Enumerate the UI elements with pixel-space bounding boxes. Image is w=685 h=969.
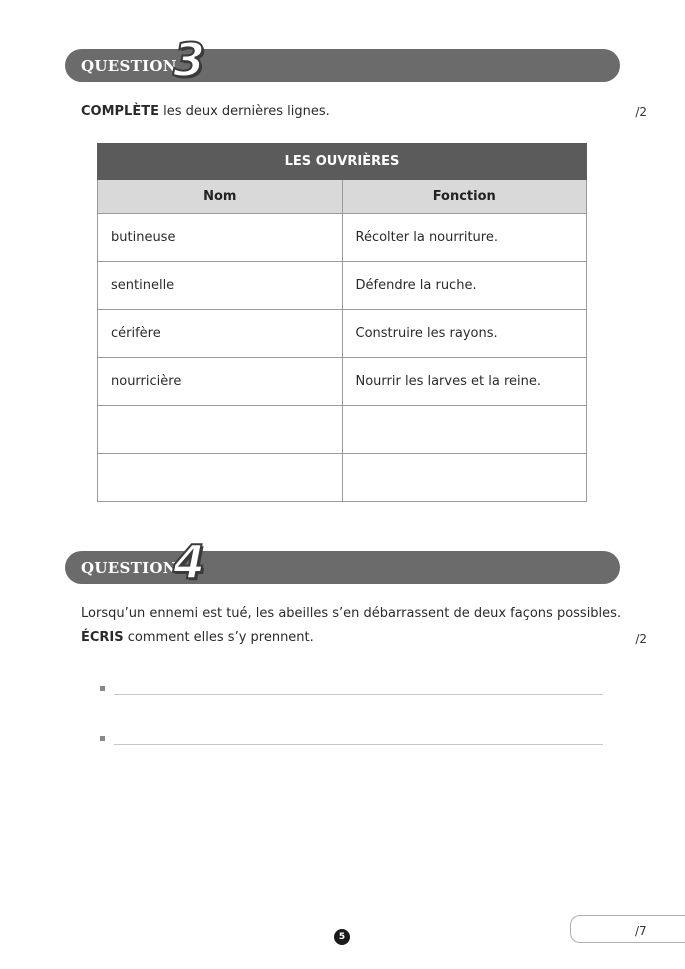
question-4-intro: Lorsqu’un ennemi est tué, les abeilles s’en débarrassent de deux façons possibles. (81, 606, 622, 621)
blank-cell-fonction[interactable] (342, 454, 587, 502)
blank-cell-nom[interactable] (98, 454, 343, 502)
table-row-blank (98, 406, 587, 454)
table-title: LES OUVRIÈRES (98, 144, 587, 180)
column-header-nom: Nom (98, 180, 343, 214)
question-4-label: QUESTION (81, 559, 177, 577)
question-3-instruction-text: les deux dernières lignes. (158, 104, 330, 119)
cell-fonction: Défendre la ruche. (342, 262, 587, 310)
table-row (98, 214, 587, 262)
blank-cell-nom[interactable] (98, 406, 343, 454)
answer-line-1[interactable] (100, 683, 603, 697)
cell-fonction: Récolter la nourriture. (342, 214, 587, 262)
page-number: 5 (334, 929, 350, 945)
question-4-score: /2 (635, 632, 647, 646)
total-score-box (570, 915, 685, 943)
cell-fonction: Nourrir les larves et la reine. (342, 358, 587, 406)
total-score: /7 (635, 924, 647, 938)
question-3-banner (65, 33, 620, 87)
cell-nom: cérifère (98, 310, 343, 358)
answer-underline (114, 744, 603, 745)
table-row (98, 310, 587, 358)
answer-line-2[interactable] (100, 733, 603, 747)
workers-table (97, 143, 587, 502)
question-3-number: 3 (173, 33, 206, 87)
cell-nom: butineuse (98, 214, 343, 262)
cell-nom: sentinelle (98, 262, 343, 310)
column-header-fonction: Fonction (342, 180, 587, 214)
table-row-blank (98, 454, 587, 502)
question-4-instruction (81, 630, 314, 645)
question-4-instruction-verb: ÉCRIS (81, 630, 124, 645)
question-4-number: 4 (173, 535, 206, 589)
question-4-banner (65, 535, 620, 589)
question-3-label: QUESTION (81, 57, 177, 75)
table-row (98, 358, 587, 406)
bullet-square-icon (100, 686, 105, 691)
cell-nom: nourricière (98, 358, 343, 406)
table-row (98, 262, 587, 310)
blank-cell-fonction[interactable] (342, 406, 587, 454)
question-3-instruction-verb: COMPLÈTE (81, 104, 159, 119)
bullet-square-icon (100, 736, 105, 741)
cell-fonction: Construire les rayons. (342, 310, 587, 358)
question-3-instruction (81, 104, 330, 119)
question-3-score: /2 (635, 105, 647, 119)
question-4-instruction-text: comment elles s’y prennent. (123, 630, 314, 645)
answer-underline (114, 694, 603, 695)
